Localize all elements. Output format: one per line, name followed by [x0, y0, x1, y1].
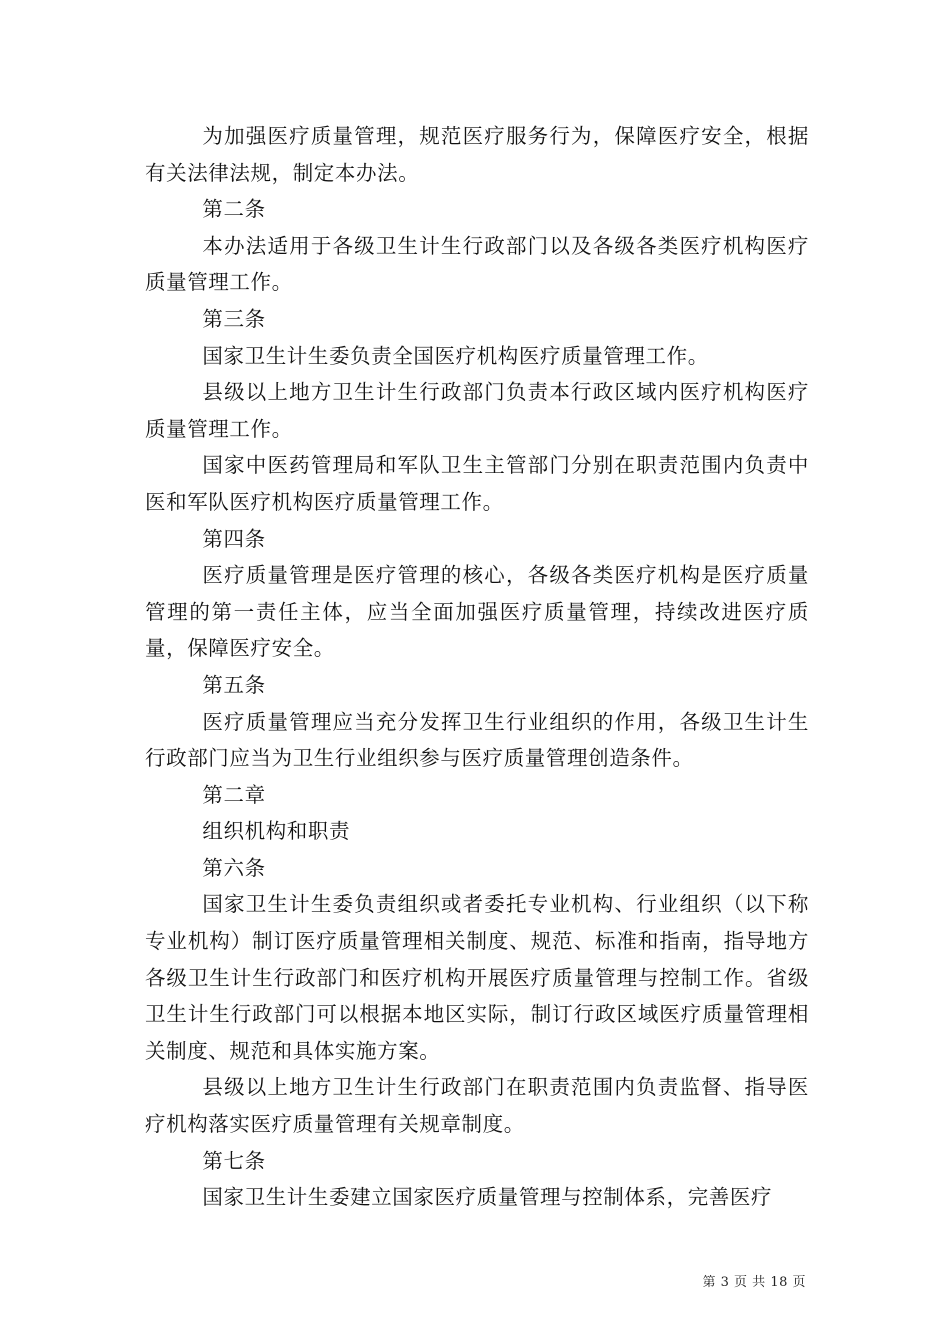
paragraph: 本办法适用于各级卫生计生行政部门以及各级各类医疗机构医疗质量管理工作。 [145, 233, 809, 295]
paragraph: 为加强医疗质量管理，规范医疗服务行为，保障医疗安全，根据有关法律法规，制定本办法。 [145, 124, 809, 185]
article-heading: 第六条 [202, 855, 266, 880]
article-heading: 第四条 [202, 526, 266, 551]
page-number: 第 3 页 共 18 页 [702, 1275, 806, 1290]
paragraph: 医疗质量管理应当充分发挥卫生行业组织的作用，各级卫生计生行政部门应当为卫生行业组织参与医疗质量管理创造条件。 [145, 709, 809, 771]
article-heading: 第三条 [202, 306, 266, 331]
article-heading: 第七条 [202, 1148, 266, 1173]
paragraph: 县级以上地方卫生计生行政部门负责本行政区域内医疗机构医疗质量管理工作。 [145, 380, 809, 441]
paragraph: 国家卫生计生委建立国家医疗质量管理与控制体系，完善医疗 [202, 1185, 773, 1210]
document-body [145, 118, 809, 1216]
paragraph: 医疗质量管理是医疗管理的核心，各级各类医疗机构是医疗质量管理的第一责任主体，应当全面加强医疗质量管理，持续改进医疗质量，保障医疗安全。 [145, 563, 809, 661]
paragraph: 国家卫生计生委负责全国医疗机构医疗质量管理工作。 [202, 343, 709, 368]
paragraph: 县级以上地方卫生计生行政部门在职责范围内负责监督、指导医疗机构落实医疗质量管理有关规章制度。 [145, 1075, 809, 1137]
chapter-heading: 第二章 [202, 782, 266, 807]
article-heading: 第二条 [202, 197, 266, 222]
paragraph: 国家卫生计生委负责组织或者委托专业机构、行业组织（以下称专业机构）制订医疗质量管理相关制度、规范、标准和指南，指导地方各级卫生计生行政部门和医疗机构开展医疗质量管理与控制工作。省级卫生计生行政部门可以根据本地区实际，制订行政区域医疗质量管理相关制度、规范和具体实施方案。 [145, 892, 809, 1063]
paragraph: 国家中医药管理局和军队卫生主管部门分别在职责范围内负责中医和军队医疗机构医疗质量管理工作。 [145, 453, 809, 514]
article-heading: 第五条 [202, 672, 266, 697]
chapter-title: 组织机构和职责 [202, 819, 351, 844]
